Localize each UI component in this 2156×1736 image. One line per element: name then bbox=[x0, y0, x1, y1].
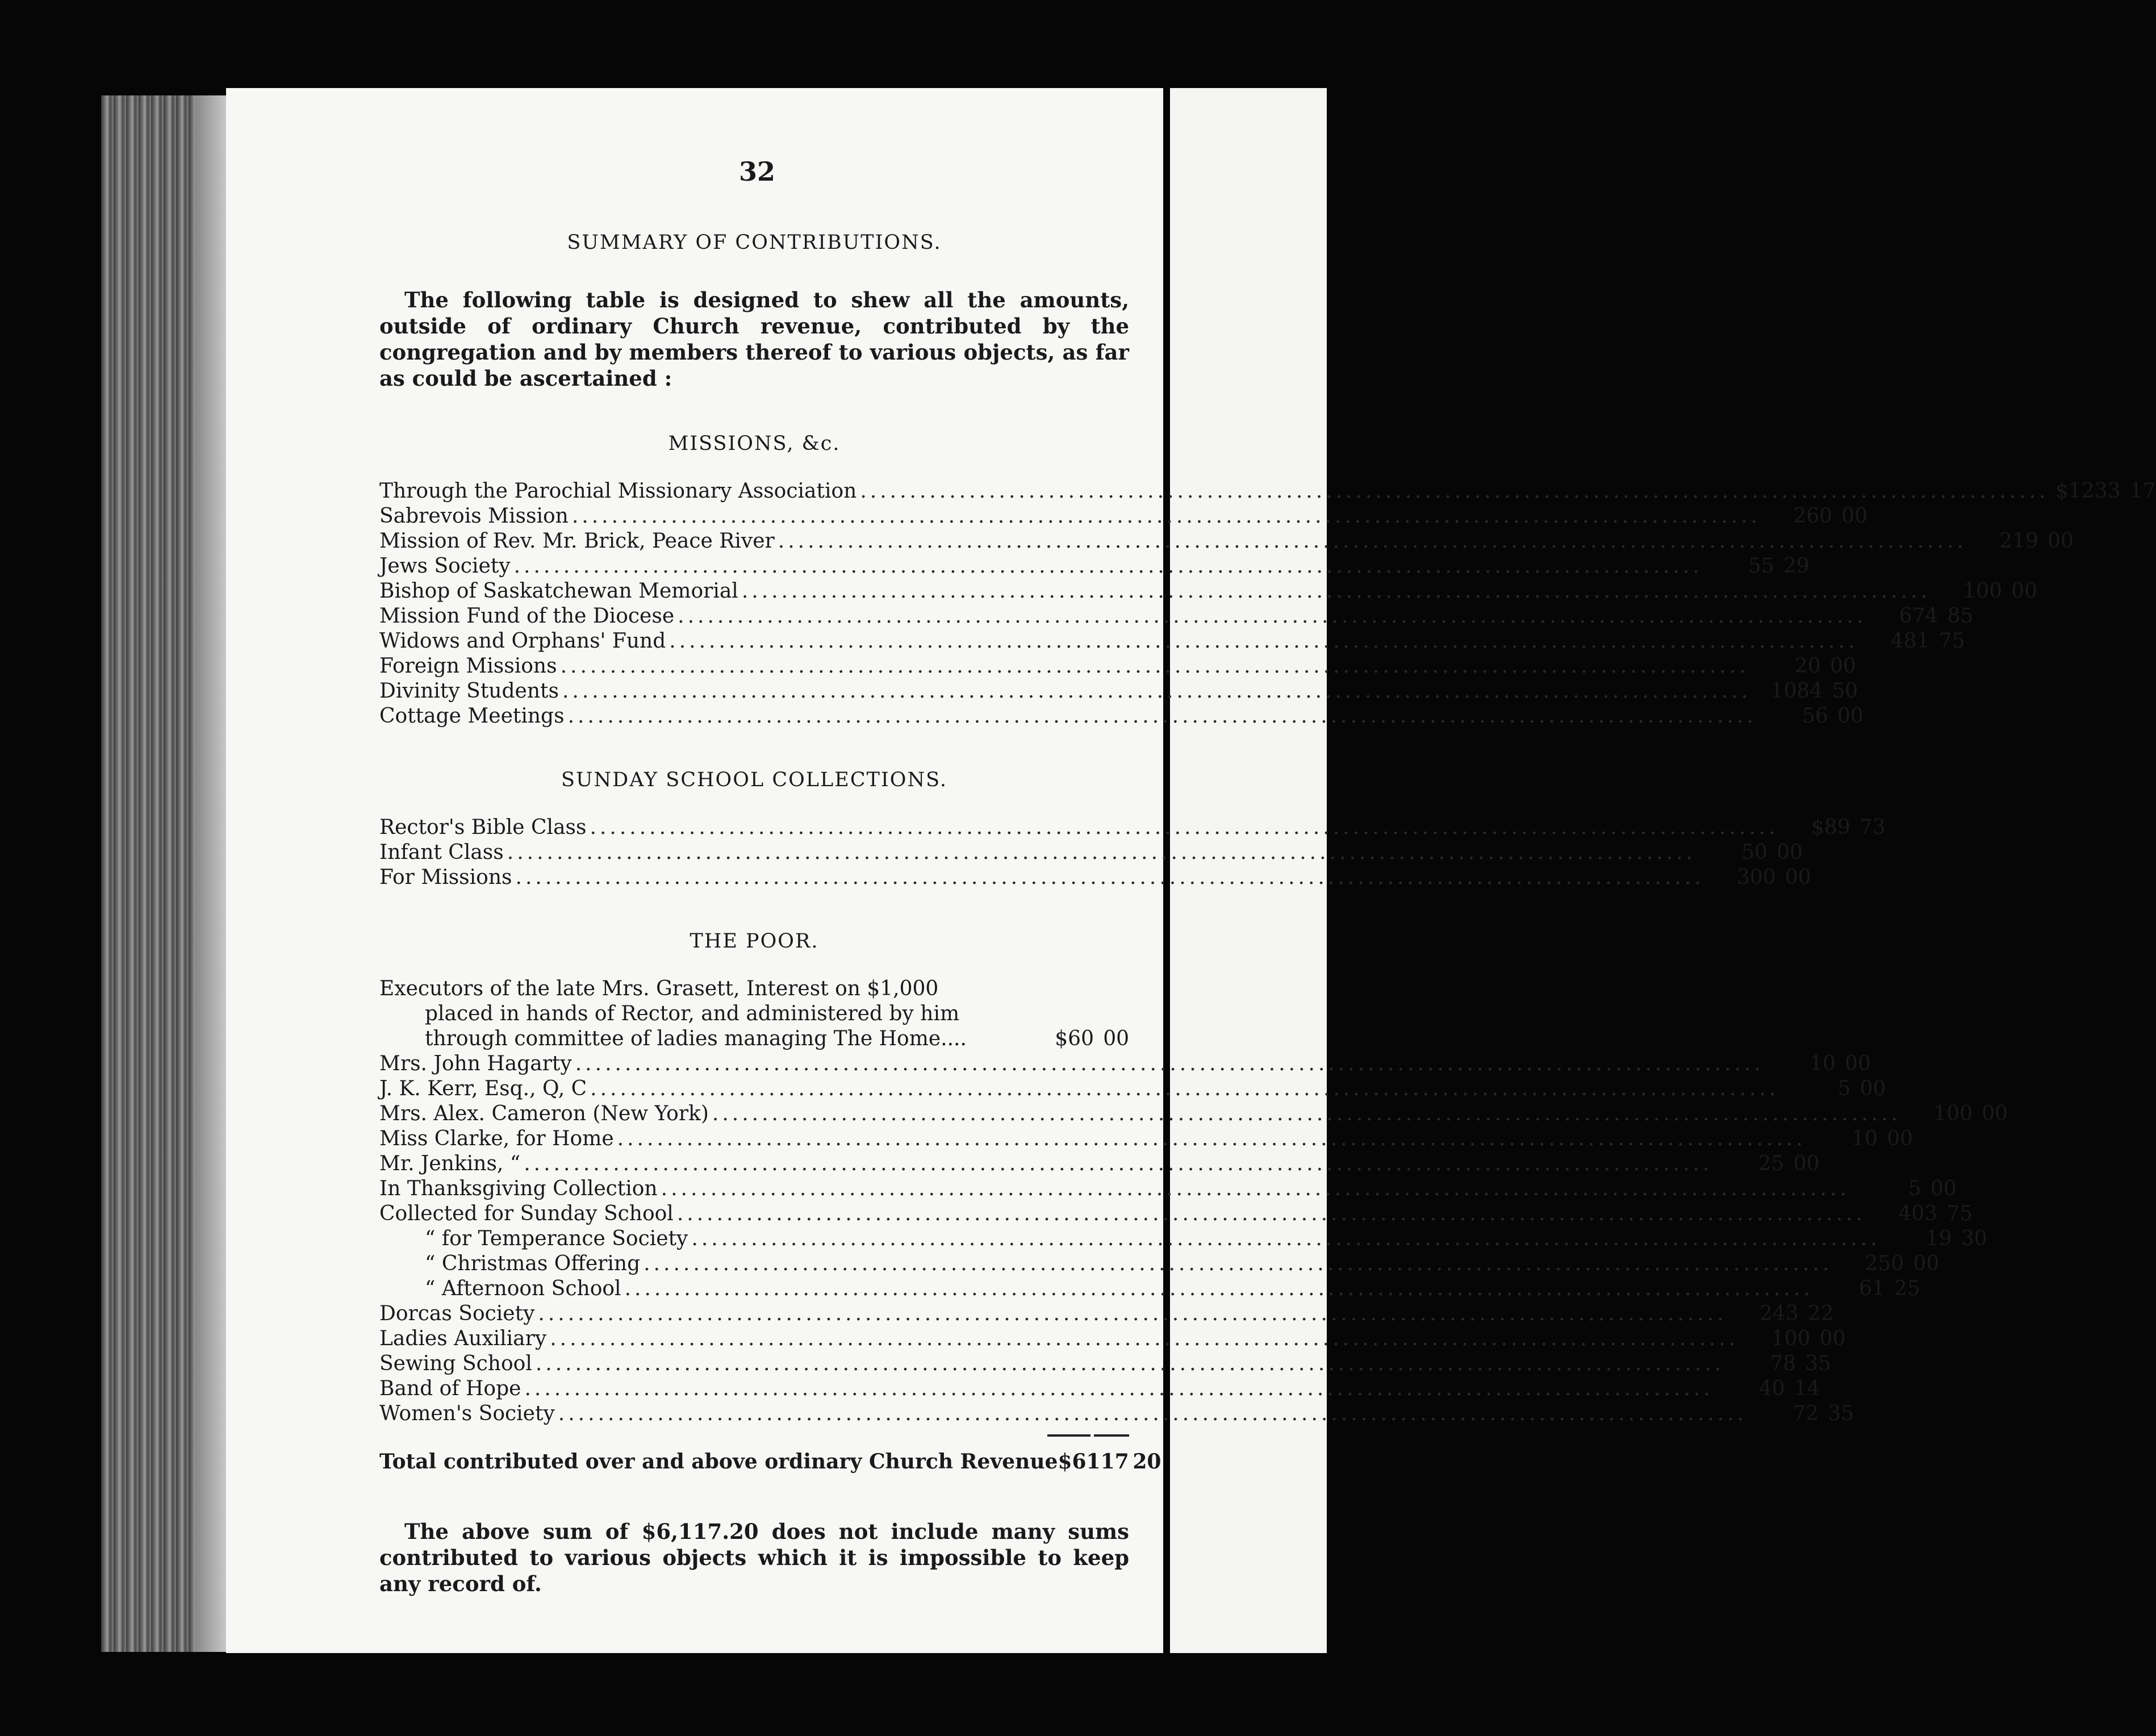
table-row bbox=[379, 679, 1858, 704]
row-label: Infant Class bbox=[379, 841, 504, 864]
table-row bbox=[379, 1226, 1987, 1251]
row-label: Miss Clarke, for Home bbox=[379, 1127, 614, 1150]
amount-dollars: $89 bbox=[1811, 816, 1850, 839]
row-amount bbox=[1970, 529, 2074, 554]
row-label: J. K. Kerr, Esq., Q, C bbox=[379, 1077, 587, 1100]
amount-dollars: 1084 bbox=[1770, 679, 1823, 703]
leader-dots: ........................................................................................................................ bbox=[661, 1177, 1850, 1200]
row-amount bbox=[1754, 679, 1858, 704]
row-label: Jews Society bbox=[379, 554, 511, 578]
total-cents: 20 bbox=[1133, 1450, 1161, 1474]
table-row bbox=[379, 1176, 1957, 1201]
rule-dollars bbox=[1047, 1434, 1090, 1437]
row-label: Rector's Bible Class bbox=[379, 816, 587, 839]
row-label: For Missions bbox=[379, 866, 512, 889]
row-amount bbox=[1742, 1326, 1845, 1351]
amount-cents: 00 bbox=[1819, 1327, 1846, 1350]
row-amount bbox=[1870, 604, 1973, 629]
row-label: Bishop of Saskatchewan Memorial bbox=[379, 579, 738, 603]
amount-cents: 00 bbox=[2048, 529, 2074, 553]
table-row bbox=[379, 1076, 1886, 1101]
leader-dots: ........................................................................................................................ bbox=[644, 1252, 1833, 1275]
row-label: Widows and Orphans' Fund bbox=[379, 629, 666, 653]
amount-cents: 50 bbox=[1832, 679, 1858, 703]
row-label: In Thanksgiving Collection bbox=[379, 1177, 658, 1200]
table-row bbox=[379, 1276, 1920, 1301]
table-row bbox=[379, 1251, 1940, 1276]
amount-dollars: 5 bbox=[1908, 1177, 1921, 1200]
leader-dots: ........................................................................................................................ bbox=[860, 479, 2049, 503]
amount-dollars: 100 bbox=[1771, 1327, 1811, 1350]
amount-dollars: 250 bbox=[1865, 1252, 1904, 1275]
page-number: 32 bbox=[738, 156, 775, 187]
leader-dots: ........................................................................................................................ bbox=[524, 1377, 1714, 1400]
row-amount bbox=[1782, 815, 1886, 840]
total-label: Total contributed over and above ordinary Church Revenue bbox=[379, 1450, 1058, 1474]
row-amount bbox=[1764, 504, 1867, 529]
table-row bbox=[379, 1376, 1820, 1401]
leader-dots: ........................................................................................................................ bbox=[741, 579, 1931, 603]
amount-cents: 85 bbox=[1947, 604, 1974, 628]
amount-cents: 00 bbox=[1837, 704, 1863, 728]
row-amount bbox=[1810, 1126, 1913, 1151]
leader-dots: ........................................................................................................................ bbox=[524, 1152, 1713, 1175]
leader-dots: ........................................................................................................................ bbox=[538, 1302, 1727, 1325]
total-rule bbox=[379, 1434, 1129, 1437]
table-row bbox=[379, 604, 1974, 629]
leader-dots: ........................................................................................................................ bbox=[567, 704, 1757, 728]
amount-cents: 00 bbox=[2011, 579, 2038, 603]
leader-dots: ........................................................................................................................ bbox=[676, 1202, 1866, 1225]
leader-dots: ........................................................................................................................ bbox=[669, 629, 1858, 653]
total-row bbox=[379, 1449, 1161, 1474]
amount-dollars: 78 bbox=[1770, 1352, 1796, 1375]
row-label: Mrs. Alex. Cameron (New York) bbox=[379, 1102, 709, 1125]
amount-cents: 00 bbox=[1845, 1052, 1871, 1075]
table-row bbox=[379, 840, 1803, 865]
leader-dots: ........................................................................................................................ bbox=[691, 1227, 1881, 1250]
table-row bbox=[379, 629, 1965, 654]
amount-dollars: 25 bbox=[1758, 1152, 1785, 1175]
amount-cents: 00 bbox=[1829, 654, 1856, 678]
row-amount bbox=[1817, 1276, 1920, 1301]
row-label: Mr. Jenkins, “ bbox=[379, 1152, 521, 1175]
book-page bbox=[226, 88, 2156, 1653]
grasett-line-1: Executors of the late Mrs. Grasett, Interest on $1,000 bbox=[379, 977, 939, 1000]
amount-cents: 35 bbox=[1805, 1352, 1832, 1375]
leader-dots: ........................................................................................................................ bbox=[778, 529, 1967, 553]
amount-cents: 00 bbox=[1103, 1027, 1129, 1050]
row-label: “ Christmas Offering bbox=[425, 1252, 641, 1275]
row-label: Sabrevois Mission bbox=[379, 504, 569, 528]
amount-cents: 00 bbox=[1913, 1252, 1940, 1275]
grasett-entry-text bbox=[379, 976, 1026, 1051]
book-page-edges-inner bbox=[196, 95, 230, 1652]
amount-cents: 00 bbox=[1982, 1102, 2008, 1125]
amount-cents: 75 bbox=[1946, 1202, 1973, 1225]
amount-dollars: 72 bbox=[1793, 1402, 1819, 1425]
table-row bbox=[379, 1151, 1820, 1176]
table-row bbox=[379, 1401, 1854, 1426]
table-row bbox=[379, 704, 1863, 729]
amount-cents: 75 bbox=[1938, 629, 1965, 653]
row-label: Women's Society bbox=[379, 1402, 555, 1425]
amount-dollars: 55 bbox=[1748, 554, 1774, 578]
intro-paragraph: The following table is designed to shew all the amounts, outside of ordinary Church revenue, contributed by the congregation and by members thereof to various objects, as far as could be ascertained : bbox=[379, 287, 1129, 391]
amount-dollars: 5 bbox=[1837, 1077, 1851, 1100]
leader-dots: ........................................................................................................................ bbox=[617, 1127, 1806, 1150]
page-content bbox=[379, 156, 2156, 1597]
amount-dollars: 56 bbox=[1802, 704, 1828, 728]
amount-dollars: 243 bbox=[1759, 1302, 1799, 1325]
row-amount bbox=[1884, 1226, 1987, 1251]
row-amount bbox=[1699, 840, 1803, 865]
amount-dollars: 100 bbox=[1963, 579, 2003, 603]
row-amount bbox=[1750, 1401, 1854, 1426]
row-label: Sewing School bbox=[379, 1352, 532, 1375]
amount-dollars: 19 bbox=[1925, 1227, 1952, 1250]
amount-cents: 00 bbox=[1841, 504, 1868, 528]
leader-dots: ........................................................................................................................ bbox=[513, 554, 1703, 578]
amount-cents: 00 bbox=[1777, 841, 1803, 864]
grasett-amount bbox=[1026, 1026, 1129, 1051]
amount-cents: 22 bbox=[1807, 1302, 1834, 1325]
row-label: Mission of Rev. Mr. Brick, Peace River bbox=[379, 529, 775, 553]
amount-cents: 29 bbox=[1783, 554, 1810, 578]
amount-cents: 73 bbox=[1859, 816, 1886, 839]
table-row bbox=[379, 865, 1811, 890]
amount-dollars: 674 bbox=[1899, 604, 1938, 628]
row-amount bbox=[2053, 479, 2156, 504]
row-amount bbox=[1904, 1101, 2008, 1126]
amount-dollars: 100 bbox=[1933, 1102, 1973, 1125]
grasett-entry bbox=[379, 976, 1129, 1051]
total-dollars: $6117 bbox=[1058, 1450, 1129, 1474]
table-row bbox=[379, 654, 1856, 679]
row-label: Cottage Meetings bbox=[379, 704, 565, 728]
table-row bbox=[379, 504, 1868, 529]
amount-cents: 17 bbox=[2129, 479, 2156, 503]
leader-dots: ........................................................................................................................ bbox=[550, 1327, 1739, 1350]
poor-heading: THE POOR. bbox=[690, 930, 819, 953]
row-amount bbox=[1836, 1251, 1939, 1276]
rule-cents bbox=[1094, 1434, 1129, 1437]
sunday-school-list bbox=[379, 815, 1886, 890]
amount-dollars: 260 bbox=[1793, 504, 1833, 528]
table-row bbox=[379, 1326, 1846, 1351]
leader-dots: ........................................................................................................................ bbox=[678, 604, 1867, 628]
amount-cents: 00 bbox=[1887, 1127, 1913, 1150]
row-label: Mrs. John Hagarty bbox=[379, 1052, 572, 1075]
row-label: Collected for Sunday School bbox=[379, 1202, 674, 1225]
table-row bbox=[379, 554, 1810, 579]
poor-list bbox=[379, 1051, 2008, 1426]
row-amount bbox=[1869, 1201, 1973, 1226]
row-amount bbox=[1728, 1351, 1831, 1376]
row-amount bbox=[1731, 1301, 1834, 1326]
row-amount bbox=[1853, 1176, 1957, 1201]
row-amount bbox=[1716, 1151, 1819, 1176]
row-amount bbox=[1861, 629, 1965, 654]
table-row bbox=[379, 579, 2038, 604]
row-label: Mission Fund of the Diocese bbox=[379, 604, 675, 628]
amount-cents: 00 bbox=[1793, 1152, 1820, 1175]
row-label: Through the Parochial Missionary Association bbox=[379, 479, 857, 503]
row-amount bbox=[1760, 704, 1863, 729]
amount-cents: 00 bbox=[1785, 866, 1811, 889]
row-label: Divinity Students bbox=[379, 679, 559, 703]
amount-cents: 30 bbox=[1961, 1227, 1987, 1250]
leader-dots: ........................................................................................................................ bbox=[515, 866, 1704, 889]
amount-dollars: 61 bbox=[1858, 1277, 1885, 1300]
row-amount bbox=[1706, 554, 1810, 579]
amount-dollars: 219 bbox=[1999, 529, 2038, 553]
row-amount bbox=[1934, 579, 2037, 604]
row-amount bbox=[1782, 1076, 1886, 1101]
leader-dots: ........................................................................................................................ bbox=[560, 654, 1749, 678]
amount-dollars: 20 bbox=[1794, 654, 1821, 678]
leader-dots: ........................................................................................................................ bbox=[590, 1077, 1779, 1100]
closing-note: The above sum of $6,117.20 does not include many sums contributed to various objects which it is impossible to keep any record of. bbox=[379, 1519, 1129, 1596]
missions-list bbox=[379, 479, 2156, 729]
amount-dollars: $1233 bbox=[2055, 479, 2121, 503]
amount-cents: 25 bbox=[1894, 1277, 1920, 1300]
leader-dots: ........................................................................................................................ bbox=[575, 1052, 1764, 1075]
amount-dollars: 403 bbox=[1898, 1202, 1938, 1225]
page-title: SUMMARY OF CONTRIBUTIONS. bbox=[567, 231, 942, 254]
leader-dots: ........................................................................................................................ bbox=[571, 504, 1761, 528]
table-row bbox=[379, 1351, 1832, 1376]
table-row bbox=[379, 815, 1886, 840]
grasett-line-3: through committee of ladies managing The Home.... bbox=[425, 1027, 967, 1050]
amount-cents: 00 bbox=[1860, 1077, 1886, 1100]
amount-dollars: 10 bbox=[1810, 1052, 1836, 1075]
amount-dollars: 40 bbox=[1758, 1377, 1785, 1400]
row-label: Band of Hope bbox=[379, 1377, 521, 1400]
leader-dots: ........................................................................................................................ bbox=[558, 1402, 1747, 1425]
amount-dollars: 10 bbox=[1852, 1127, 1878, 1150]
table-row bbox=[379, 479, 2156, 504]
amount-dollars: 300 bbox=[1737, 866, 1776, 889]
table-row bbox=[379, 1201, 1973, 1226]
row-amount bbox=[1708, 865, 1811, 890]
row-label: Foreign Missions bbox=[379, 654, 557, 678]
amount-cents: 00 bbox=[1931, 1177, 1957, 1200]
row-amount bbox=[1768, 1051, 1871, 1076]
leader-dots: ........................................................................................................................ bbox=[562, 679, 1752, 703]
sunday-school-heading: SUNDAY SCHOOL COLLECTIONS. bbox=[561, 769, 947, 791]
amount-dollars: $60 bbox=[1055, 1027, 1094, 1050]
table-row bbox=[379, 1126, 1913, 1151]
total-amount bbox=[1058, 1449, 1161, 1474]
row-amount bbox=[1717, 1376, 1820, 1401]
row-label: Dorcas Society bbox=[379, 1302, 535, 1325]
leader-dots: ........................................................................................................................ bbox=[507, 841, 1696, 864]
amount-cents: 35 bbox=[1828, 1402, 1854, 1425]
table-row bbox=[379, 1051, 1871, 1076]
table-row bbox=[379, 529, 2074, 554]
row-label: Ladies Auxiliary bbox=[379, 1327, 547, 1350]
leader-dots: ........................................................................................................................ bbox=[624, 1277, 1814, 1300]
row-amount bbox=[1753, 654, 1856, 679]
table-row bbox=[379, 1101, 2008, 1126]
missions-heading: MISSIONS, &c. bbox=[668, 432, 841, 455]
leader-dots: ........................................................................................................................ bbox=[712, 1102, 1902, 1125]
row-label: “ for Temperance Society bbox=[425, 1227, 688, 1250]
leader-dots: ........................................................................................................................ bbox=[535, 1352, 1725, 1375]
leader-dots: ........................................................................................................................ bbox=[590, 816, 1779, 839]
amount-cents: 14 bbox=[1794, 1377, 1820, 1400]
amount-dollars: 50 bbox=[1741, 841, 1768, 864]
amount-dollars: 481 bbox=[1890, 629, 1930, 653]
grasett-line-2: placed in hands of Rector, and administered by him bbox=[425, 1002, 960, 1025]
row-label: “ Afternoon School bbox=[425, 1277, 621, 1300]
table-row bbox=[379, 1301, 1834, 1326]
